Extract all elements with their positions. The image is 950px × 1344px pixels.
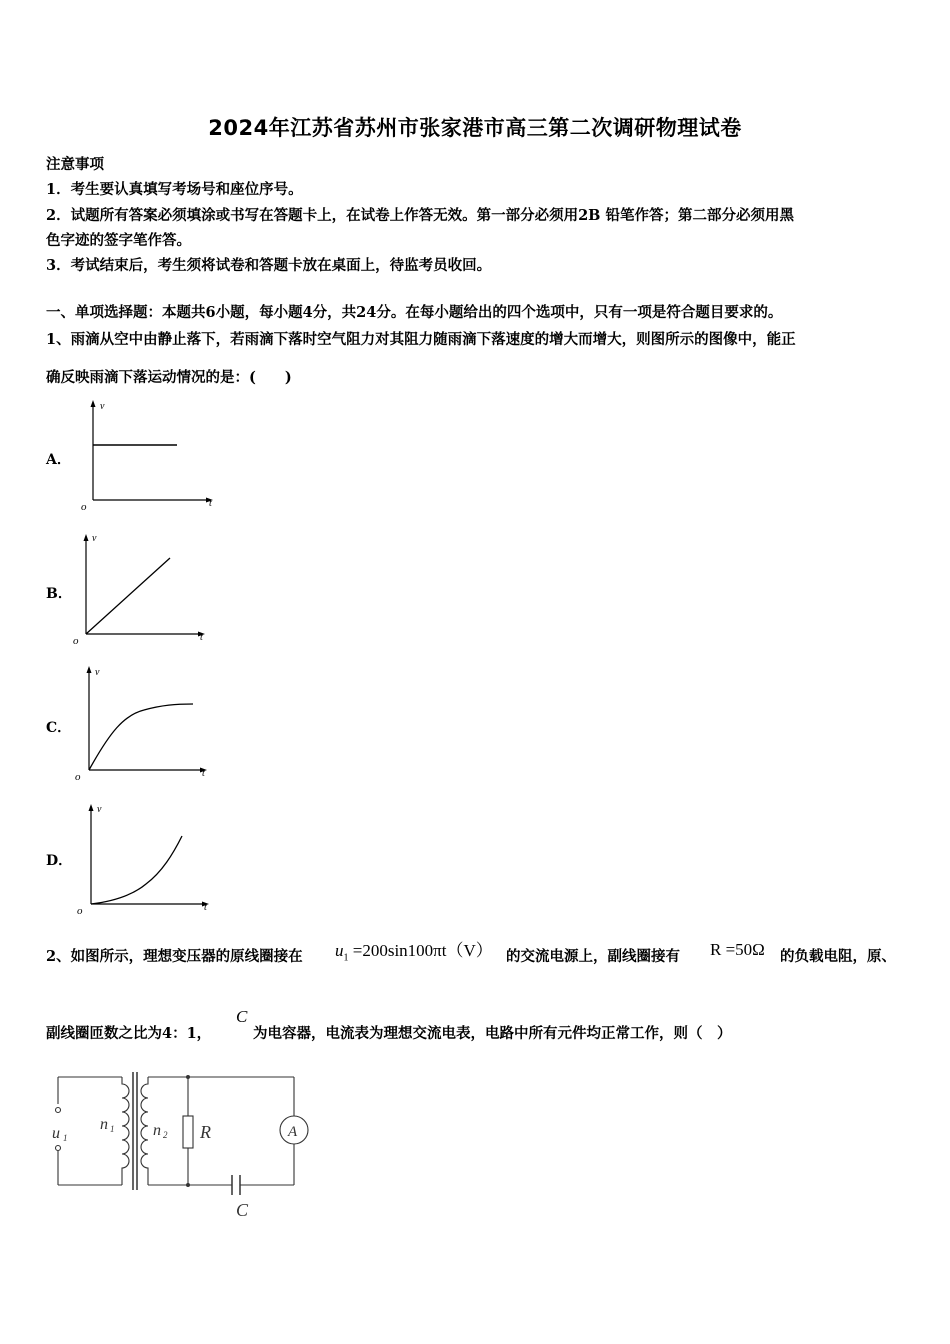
question-2-line-1-part-3: 的负载电阻，原、 (780, 948, 896, 965)
transformer-circuit-diagram (40, 1068, 330, 1226)
graph-a-v-label: v (100, 401, 105, 412)
graph-c (72, 660, 217, 785)
graph-b-curve (86, 558, 170, 634)
notice-item-2-line-2: 色字迹的签字笔作答。 (46, 232, 191, 249)
label-n2: n (153, 1122, 161, 1139)
graph-c-origin-label: o (75, 771, 81, 783)
formula-capacitor: C (236, 1007, 248, 1026)
question-2-line-2-part-2: 为电容器，电流表为理想交流电表，电路中所有元件均正常工作，则（ ） (253, 1025, 732, 1042)
formula-u-subscript: 1 (343, 952, 349, 964)
resistor (183, 1116, 193, 1148)
terminal-bottom (56, 1146, 61, 1151)
formula-expression: =200sin100πt（V） (352, 941, 493, 960)
formula-resistance: R =50Ω (710, 940, 765, 959)
primary-coil (122, 1077, 129, 1185)
page-title: 2024年江苏省苏州市张家港市高三第二次调研物理试卷 (208, 116, 742, 140)
graph-c-v-label: v (95, 667, 100, 678)
label-r: R (200, 1122, 211, 1142)
notice-item-3: 3．考试结束后，考生须将试卷和答题卡放在桌面上，待监考员收回。 (46, 257, 492, 274)
graph-d (74, 798, 219, 916)
graph-c-curve (89, 704, 193, 770)
label-n1-sub: 1 (110, 1124, 115, 1134)
question-1-line-1: 1、雨滴从空中由静止落下，若雨滴下落时空气阻力对其阻力随雨滴下落速度的增大而增大，则图所示的图像中，能正 (46, 331, 796, 348)
formula-voltage (335, 936, 493, 963)
graph-d-v-label: v (97, 804, 102, 815)
label-n2-sub: 2 (163, 1130, 168, 1140)
option-b-label: B． (46, 586, 72, 602)
label-ammeter: A (288, 1124, 298, 1140)
question-2-line-2-part-1: 副线圈匝数之比为4：1， (46, 1025, 212, 1042)
label-c: C (236, 1200, 249, 1220)
junction-top (186, 1075, 190, 1079)
question-1-line-2: 确反映雨滴下落运动情况的是：( ) (46, 369, 292, 386)
notice-heading: 注意事项 (46, 156, 104, 173)
graph-b-t-label: t (200, 632, 203, 643)
graph-b-v-label: v (92, 533, 97, 544)
option-c-label: C． (46, 720, 72, 736)
label-u1: u (52, 1125, 60, 1142)
graph-b-origin-label: o (73, 635, 79, 647)
graph-a (76, 396, 221, 516)
notice-item-1: 1．考生要认真填写考场号和座位序号。 (46, 181, 303, 198)
notice-item-2-line-1: 2．试题所有答案必须填涂或书写在答题卡上，在试卷上作答无效。第一部分必须用2B 铅笔作答；第二部分必须用黑 (46, 207, 794, 224)
option-a-label: A． (46, 452, 71, 468)
label-u1-sub: 1 (63, 1133, 68, 1143)
graph-a-origin-label: o (81, 501, 87, 513)
question-2-line-1-part-2: 的交流电源上，副线圈接有 (506, 948, 680, 965)
graph-d-origin-label: o (77, 905, 83, 916)
graph-c-t-label: t (202, 768, 205, 779)
terminal-top (56, 1108, 61, 1113)
section-heading: 一、单项选择题：本题共6小题，每小题4分，共24分。在每小题给出的四个选项中，只有一项是符合题目要求的。 (46, 304, 783, 321)
graph-d-curve (91, 836, 182, 904)
junction-bottom (186, 1183, 190, 1187)
graph-b (70, 528, 215, 648)
option-d-label: D． (46, 853, 73, 869)
secondary-coil (141, 1077, 148, 1185)
formula-u: u (335, 941, 344, 960)
question-2-line-1-part-1: 2、如图所示，理想变压器的原线圈接在 (46, 948, 303, 965)
graph-d-t-label: t (204, 902, 207, 913)
label-n1: n (100, 1116, 108, 1133)
graph-a-t-label: t (209, 498, 212, 509)
